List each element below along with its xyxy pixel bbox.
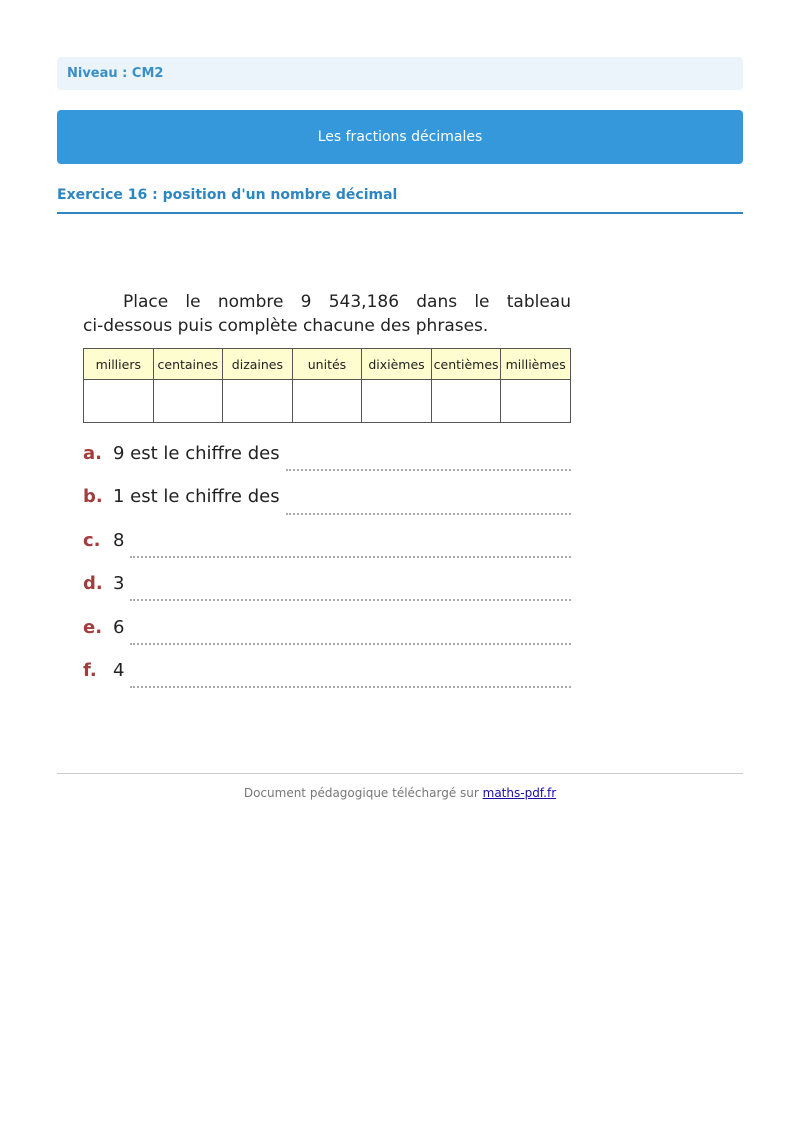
sentence-letter: a.: [83, 443, 102, 464]
sentence-text: 1 est le chiffre des: [113, 486, 280, 508]
sentence-text: 9 est le chiffre des: [113, 443, 280, 464]
sentence-letter: c.: [83, 529, 101, 551]
sentence-letter: b.: [83, 486, 103, 508]
table-answer-cell[interactable]: [84, 380, 154, 423]
answer-line[interactable]: [130, 555, 571, 558]
instruction-line-1: Place le nombre 9 543,186 dans le tableau: [123, 292, 571, 312]
worksheet: [83, 290, 571, 703]
sentence-text: 3: [113, 573, 125, 595]
table-answer-cell[interactable]: [223, 380, 293, 423]
instruction-line-2: ci-dessous puis complète chacune des phrases.: [83, 316, 489, 336]
table-header-cell: millièmes: [501, 349, 571, 380]
sentence-letter: d.: [83, 573, 103, 595]
level-label: Niveau : CM2: [57, 57, 743, 90]
table-header-cell: milliers: [84, 349, 154, 380]
table-answer-cell[interactable]: [292, 380, 362, 423]
table-header-cell: dizaines: [223, 349, 293, 380]
table-header-cell: centièmes: [431, 349, 501, 380]
table-header-cell: unités: [292, 349, 362, 380]
table-header-cell: dixièmes: [362, 349, 432, 380]
table-answer-cell[interactable]: [431, 380, 501, 423]
table-answer-cell[interactable]: [153, 380, 223, 423]
sentence-item: [83, 660, 571, 703]
exercise-title: Exercice 16 : position d'un nombre décimal: [57, 185, 743, 214]
table-answer-cell[interactable]: [501, 380, 571, 423]
sentence-item: [83, 486, 571, 529]
sentence-text: 4: [113, 659, 125, 681]
sentence-text: 8: [113, 529, 125, 551]
answer-line[interactable]: [130, 598, 571, 601]
sentence-text: 6: [113, 616, 125, 638]
table-answer-cell[interactable]: [362, 380, 432, 423]
sentence-item: [83, 573, 571, 616]
place-value-table: [83, 348, 571, 423]
answer-line[interactable]: [130, 642, 571, 645]
sentence-letter: f.: [83, 659, 97, 681]
page-title: Les fractions décimales: [57, 110, 743, 164]
sentence-letter: e.: [83, 616, 103, 638]
answer-line[interactable]: [130, 685, 571, 688]
footer-text: Document pédagogique téléchargé sur: [243, 786, 483, 800]
answer-line[interactable]: [286, 468, 571, 471]
sentence-item: [83, 443, 571, 486]
footer-link[interactable]: maths-pdf.fr: [482, 786, 557, 800]
sentence-item: [83, 617, 571, 660]
answer-line[interactable]: [286, 512, 571, 515]
sentence-item: [83, 530, 571, 573]
footer: [57, 786, 743, 800]
footer-divider: [57, 773, 743, 774]
table-header-cell: centaines: [153, 349, 223, 380]
sentence-list: [83, 443, 571, 703]
